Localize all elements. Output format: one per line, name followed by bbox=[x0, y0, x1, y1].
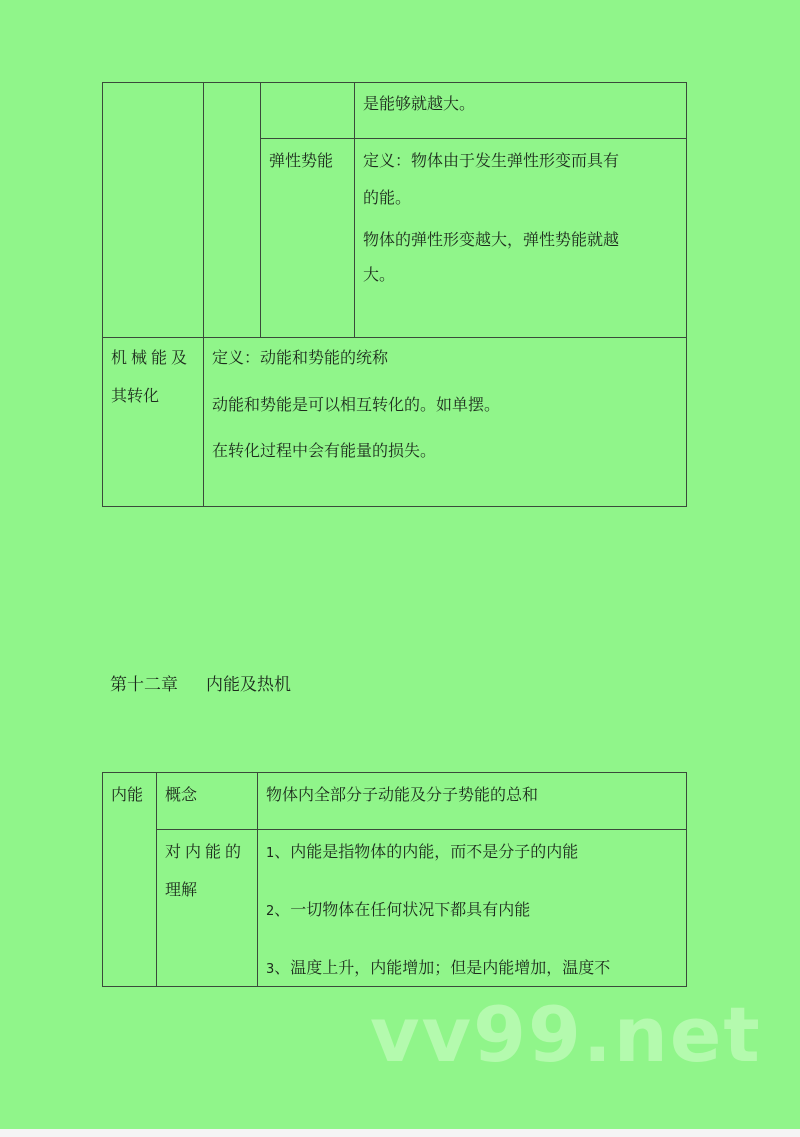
concept-content-cell bbox=[258, 773, 687, 830]
concept-label-cell bbox=[157, 773, 258, 830]
table1-continued-text-cell bbox=[355, 83, 687, 139]
understanding-label-line-2: 理解 bbox=[165, 880, 198, 899]
continued-text: 是能够就越大。 bbox=[363, 94, 476, 113]
table1-col2-continued-cell bbox=[204, 83, 261, 338]
internal-energy-table bbox=[102, 772, 687, 987]
item-text: 、内能是指物体的内能，而不是分子的内能 bbox=[274, 842, 579, 861]
understanding-item-3 bbox=[266, 958, 678, 980]
watermark: vv99.net bbox=[370, 990, 762, 1079]
concept-text: 物体内全部分子动能及分子势能的总和 bbox=[266, 785, 539, 804]
chapter-heading bbox=[110, 674, 291, 696]
table1-col1-continued-cell bbox=[103, 83, 204, 338]
elastic-potential-label-cell bbox=[261, 139, 355, 338]
understanding-content-cell bbox=[258, 830, 687, 987]
internal-energy-label: 内能 bbox=[111, 785, 144, 804]
item-number: 3 bbox=[266, 962, 275, 977]
chapter-number: 第十二章 bbox=[110, 675, 178, 695]
understanding-item-1 bbox=[266, 842, 678, 864]
elastic-rule-line-1: 物体的弹性形变越大，弹性势能就越 bbox=[363, 230, 620, 249]
mechanical-definition: 定义：动能和势能的统称 bbox=[212, 348, 389, 367]
item-text: 、一切物体在任何状况下都具有内能 bbox=[274, 900, 531, 919]
elastic-definition-line-2: 的能。 bbox=[363, 188, 412, 207]
table1-col3-continued-cell bbox=[261, 83, 355, 139]
mechanical-energy-content-cell bbox=[204, 338, 687, 507]
item-number: 2 bbox=[266, 904, 275, 919]
mechanical-energy-table bbox=[102, 82, 687, 507]
internal-energy-label-cell bbox=[103, 773, 157, 987]
item-text: 、温度上升，内能增加；但是内能增加，温度不 bbox=[274, 958, 611, 977]
mechanical-energy-label-line-2: 其转化 bbox=[111, 386, 160, 405]
page-bottom-edge bbox=[0, 1129, 800, 1137]
item-number: 1 bbox=[266, 846, 275, 861]
mechanical-energy-loss: 在转化过程中会有能量的损失。 bbox=[212, 441, 437, 460]
chapter-title: 内能及热机 bbox=[206, 675, 291, 695]
understanding-label-cell bbox=[157, 830, 258, 987]
understanding-label-line-1: 对内能的 bbox=[165, 842, 246, 861]
elastic-potential-content-cell bbox=[355, 139, 687, 338]
elastic-definition-line-1: 定义：物体由于发生弹性形变而具有 bbox=[363, 151, 620, 170]
elastic-potential-label: 弹性势能 bbox=[269, 151, 334, 170]
mechanical-energy-label-cell bbox=[103, 338, 204, 507]
understanding-item-2 bbox=[266, 900, 678, 922]
mechanical-energy-label-line-1: 机械能及 bbox=[111, 348, 192, 367]
concept-label: 概念 bbox=[165, 785, 198, 804]
mechanical-conversion: 动能和势能是可以相互转化的。如单摆。 bbox=[212, 395, 501, 414]
elastic-rule-line-2: 大。 bbox=[363, 265, 396, 284]
